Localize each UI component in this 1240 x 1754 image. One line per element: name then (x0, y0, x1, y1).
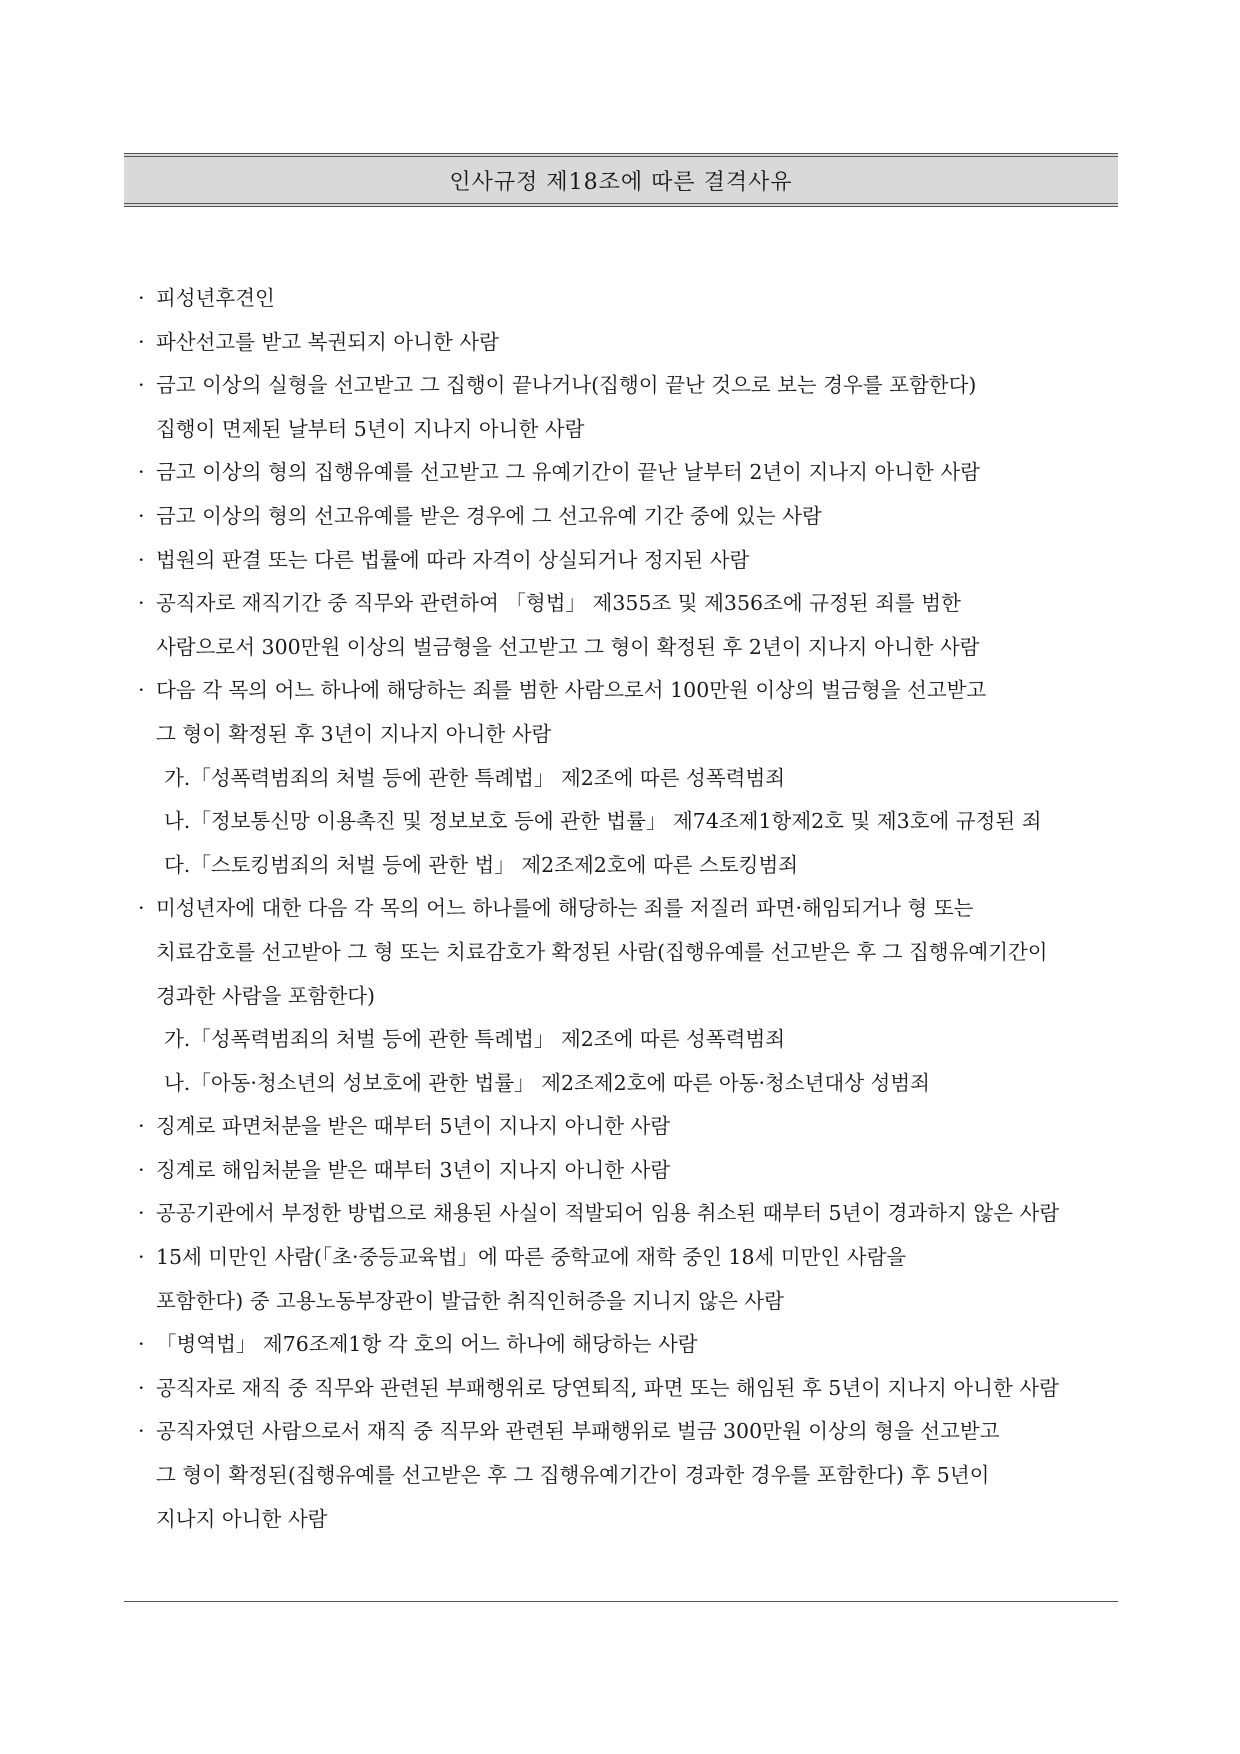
list-item-text: 15세 미만인 사람(「초·중등교육법」에 따른 중학교에 재학 중인 18세 미만인 사람을 (156, 1245, 907, 1270)
list-item (138, 495, 1110, 539)
bottom-divider (124, 1601, 1118, 1602)
list-item-text: 미성년자에 대한 다음 각 목의 어느 하나를에 해당하는 죄를 저질러 파면·해임되거나 형 또는 (156, 896, 974, 921)
list-item-text: 다음 각 목의 어느 하나에 해당하는 죄를 범한 사람으로서 100만원 이상의 벌금형을 선고받고 (156, 678, 987, 703)
list-item-continuation: 그 형이 확정된 후 3년이 지나지 아니한 사람 (156, 721, 552, 746)
list-item-text: 공직자였던 사람으로서 재직 중 직무와 관련된 부패행위로 벌금 300만원 이상의 형을 선고받고 (156, 1419, 1000, 1444)
bullet-marker: · (138, 1157, 145, 1182)
list-item (138, 1367, 1110, 1411)
list-item (138, 887, 1110, 931)
bullet-marker: · (138, 1332, 145, 1357)
list-item (138, 321, 1110, 365)
list-item (138, 451, 1110, 495)
list-item-text: 「병역법」 제76조제1항 각 호의 어느 하나에 해당하는 사람 (156, 1332, 698, 1357)
sub-item: 가.「성폭력범죄의 처벌 등에 관한 특례법」 제2조에 따른 성폭력범죄 (164, 765, 786, 790)
page-title: 인사규정 제18조에 따른 결격사유 (449, 169, 793, 195)
bullet-marker: · (138, 1375, 145, 1400)
bullet-marker: · (138, 896, 145, 921)
list-item (138, 1323, 1110, 1367)
list-item-continuation: 집행이 면제된 날부터 5년이 지나지 아니한 사람 (156, 416, 585, 441)
bullet-marker: · (138, 286, 145, 310)
bullet-marker: · (138, 329, 145, 354)
list-item-continuation: 경과한 사람을 포함한다) (156, 983, 376, 1008)
list-item (138, 582, 1110, 626)
list-item-text: 공직자로 재직 중 직무와 관련된 부패행위로 당연퇴직, 파면 또는 해임된 후 5년이 지나지 아니한 사람 (156, 1375, 1059, 1400)
sub-item: 가.「성폭력범죄의 처벌 등에 관한 특례법」 제2조에 따른 성폭력범죄 (164, 1027, 786, 1052)
list-item (138, 1236, 1110, 1280)
list-item-text: 금고 이상의 형의 선고유예를 받은 경우에 그 선고유예 기간 중에 있는 사람 (156, 503, 822, 528)
title-box (124, 153, 1118, 207)
sub-item: 나.「아동·청소년의 성보호에 관한 법률」 제2조제2호에 따른 아동·청소년대상 성범죄 (164, 1070, 930, 1095)
list-item (138, 669, 1110, 713)
list-item-text: 파산선고를 받고 복권되지 아니한 사람 (156, 329, 499, 354)
list-item (138, 1149, 1110, 1193)
bullet-marker: · (138, 460, 145, 485)
list-item (138, 1410, 1110, 1454)
list-item (138, 1192, 1110, 1236)
list-item (138, 539, 1110, 583)
list-item-text: 공직자로 재직기간 중 직무와 관련하여 「형법」 제355조 및 제356조에 규정된 죄를 범한 (156, 591, 961, 616)
list-item-text: 법원의 판결 또는 다른 법률에 따라 자격이 상실되거나 정지된 사람 (156, 547, 750, 572)
list-item-continuation: 사람으로서 300만원 이상의 벌금형을 선고받고 그 형이 확정된 후 2년이 지나지 아니한 사람 (156, 634, 980, 659)
bullet-marker: · (138, 678, 145, 703)
sub-item: 나.「정보통신망 이용촉진 및 정보보호 등에 관한 법률」 제74조제1항제2호 및 제3호에 규정된 죄 (164, 809, 1042, 834)
list-item-continuation: 지나지 아니한 사람 (156, 1506, 328, 1531)
list-item-text: 징계로 해임처분을 받은 때부터 3년이 지나지 아니한 사람 (156, 1157, 671, 1182)
list-item-continuation: 포함한다) 중 고용노동부장관이 발급한 취직인허증을 지니지 않은 사람 (156, 1288, 784, 1313)
bullet-marker: · (138, 591, 145, 616)
bullet-marker: · (138, 1201, 145, 1226)
list-item-text: 금고 이상의 실형을 선고받고 그 집행이 끝나거나(집행이 끝난 것으로 보는 경우를 포함한다) (156, 373, 977, 398)
list-item-text: 공공기관에서 부정한 방법으로 채용된 사실이 적발되어 임용 취소된 때부터 5년이 경과하지 않은 사람 (156, 1201, 1060, 1226)
list-item (138, 364, 1110, 408)
sub-item: 다.「스토킹범죄의 처벌 등에 관한 법」 제2조제2호에 따른 스토킹범죄 (164, 852, 799, 877)
list-item-text: 금고 이상의 형의 집행유예를 선고받고 그 유예기간이 끝난 날부터 2년이 지나지 아니한 사람 (156, 460, 980, 485)
bullet-marker: · (138, 1419, 145, 1444)
list-item (138, 277, 1110, 321)
bullet-marker: · (138, 503, 145, 528)
list-item (138, 1105, 1110, 1149)
bullet-marker: · (138, 1245, 145, 1270)
bullet-marker: · (138, 373, 145, 398)
bullet-marker: · (138, 547, 145, 572)
list-item-text: 피성년후견인 (156, 286, 275, 310)
list-item-continuation: 치료감호를 선고받아 그 형 또는 치료감호가 확정된 사람(집행유예를 선고받은 후 그 집행유예기간이 (156, 939, 1048, 964)
bullet-marker: · (138, 1114, 145, 1139)
list-item-continuation: 그 형이 확정된(집행유예를 선고받은 후 그 집행유예기간이 경과한 경우를 포함한다) 후 5년이 (156, 1463, 990, 1488)
disqualification-list (138, 277, 1110, 1541)
list-item-text: 징계로 파면처분을 받은 때부터 5년이 지나지 아니한 사람 (156, 1114, 671, 1139)
